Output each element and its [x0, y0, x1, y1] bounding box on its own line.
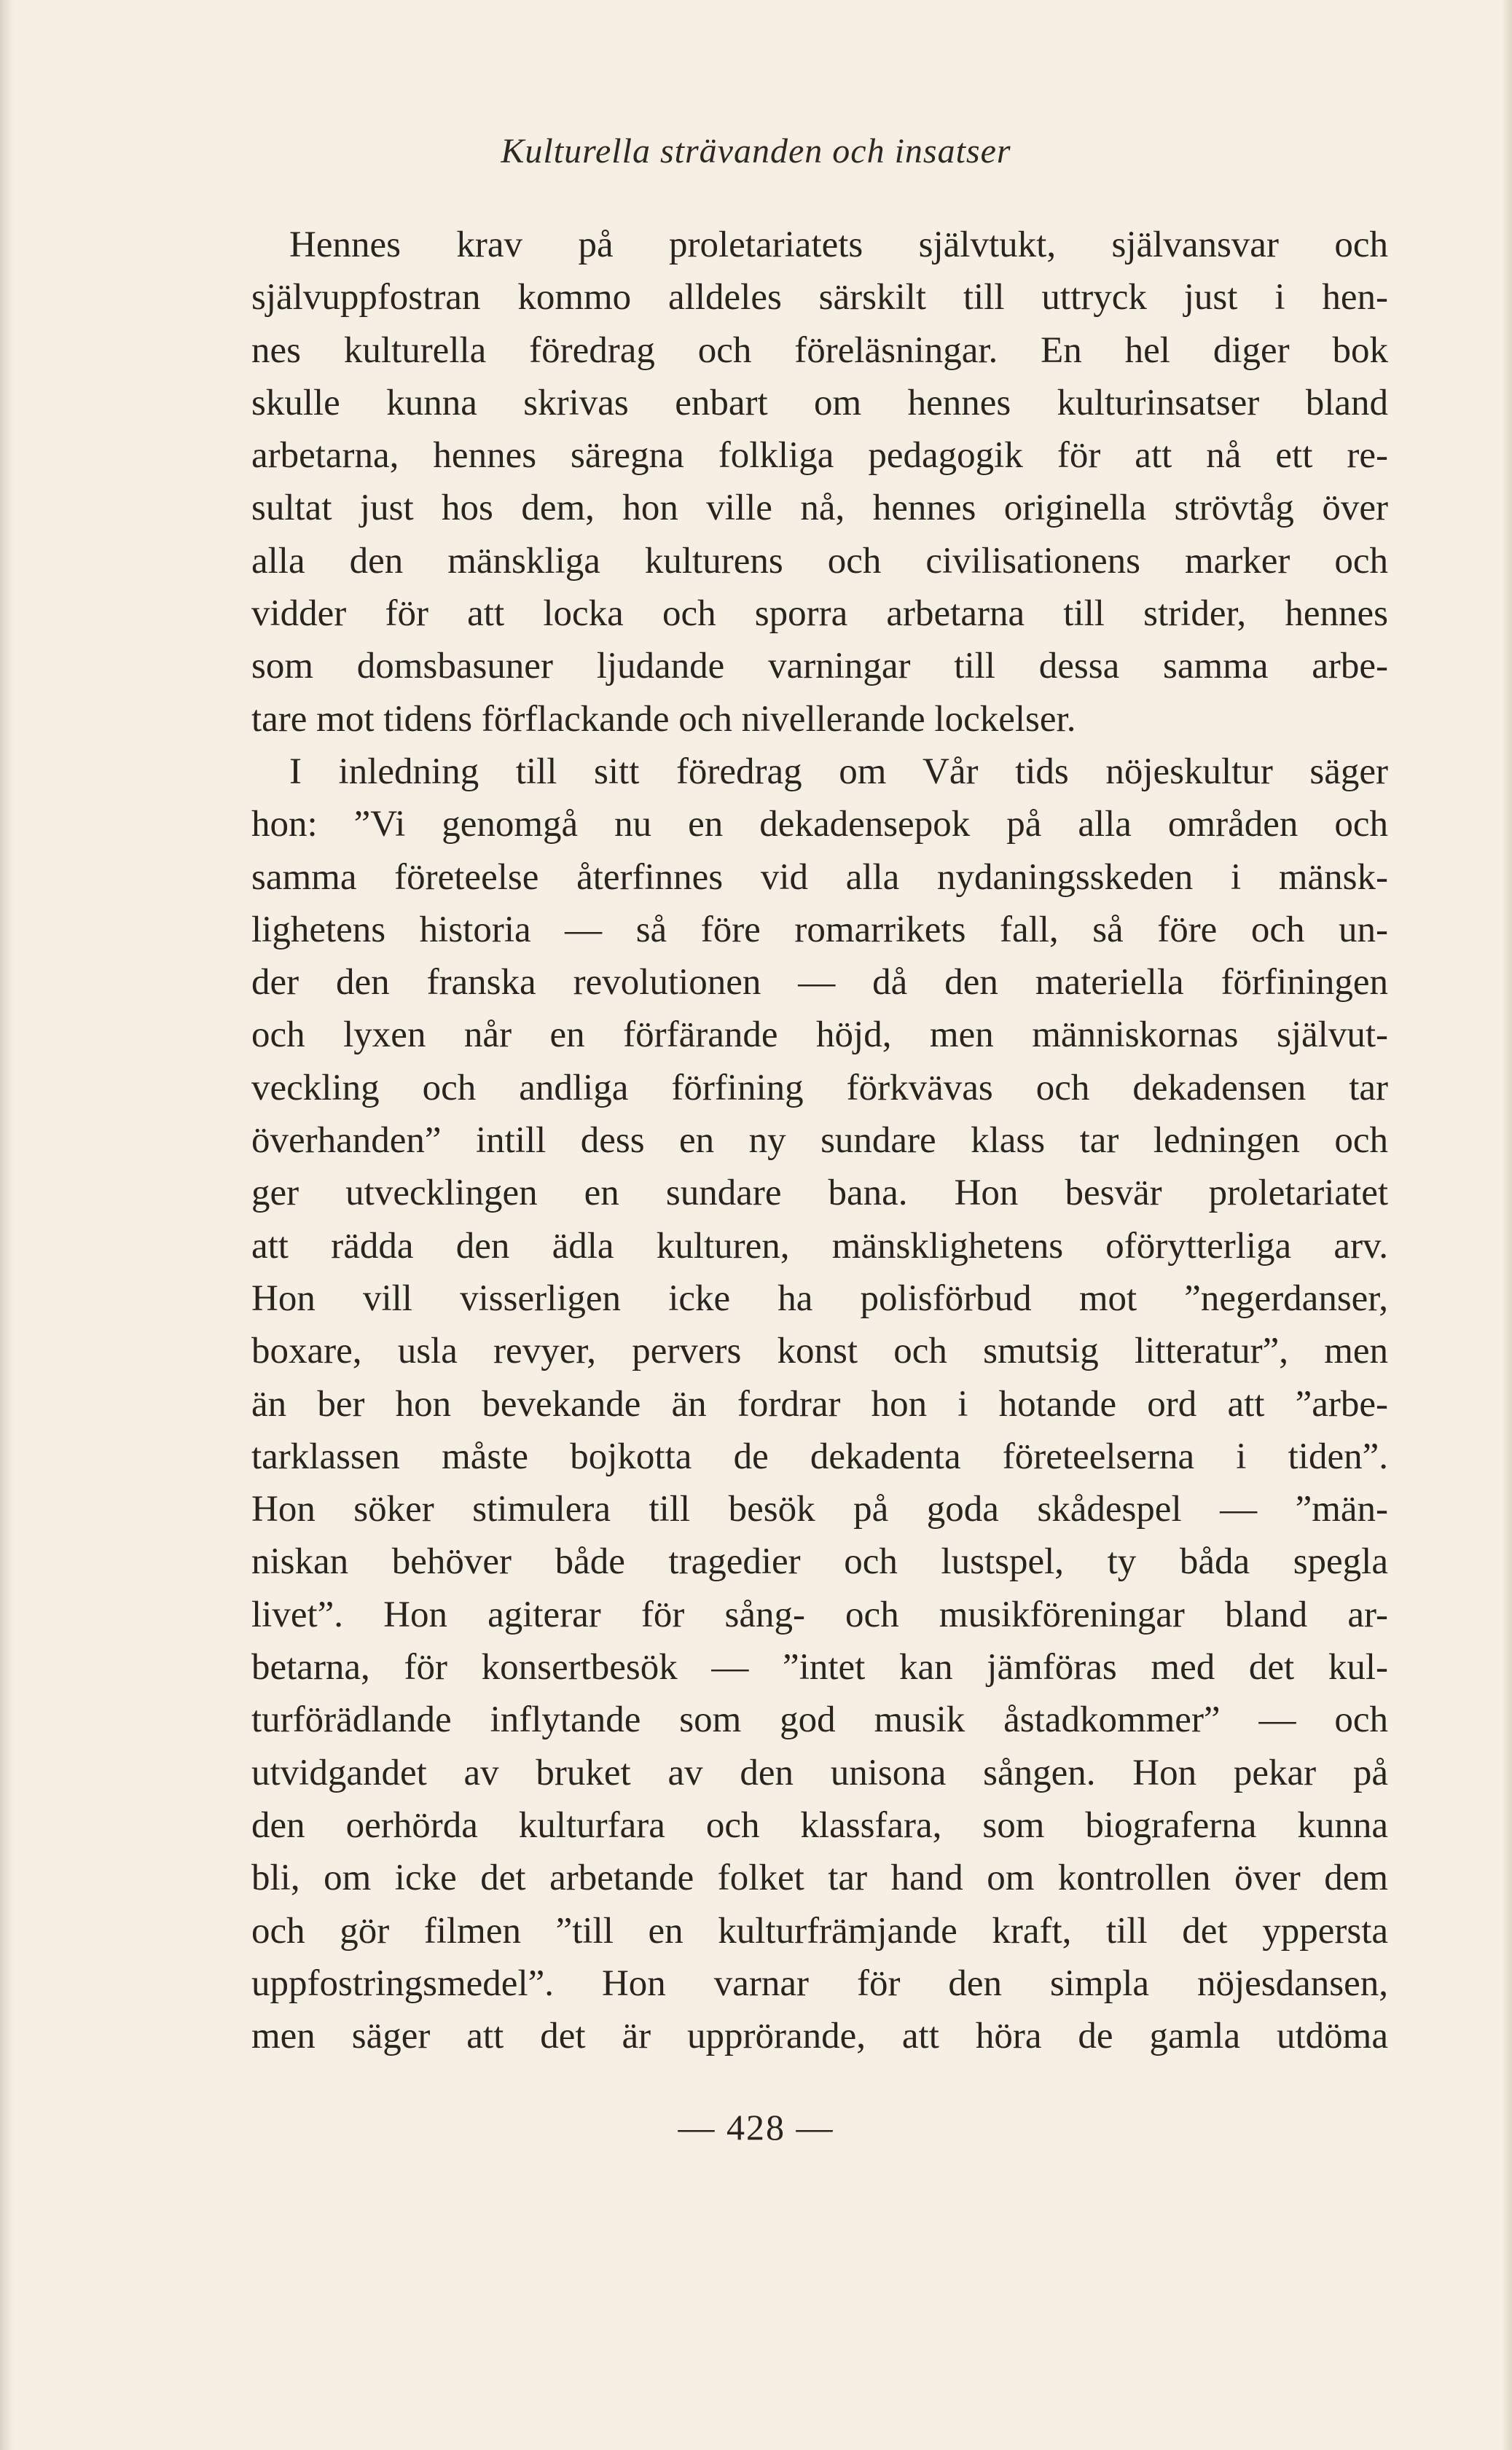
text-line: niskan behöver både tragedier och lustspel, ty båda spegla	[251, 1541, 1388, 1583]
text-line: vidder för att locka och sporra arbetarna till strider, hennes	[251, 593, 1388, 635]
text-line: Hennes krav på proletariatets självtukt, självansvar och	[289, 224, 1388, 265]
text-line: betarna, för konsertbesök — ”intet kan jämföras med det kul-	[251, 1647, 1388, 1688]
text-line: samma företeelse återfinnes vid alla nydaningsskeden i mänsk-	[251, 856, 1388, 898]
text-line: nes kulturella föredrag och föreläsningar. En hel diger bok	[251, 329, 1388, 371]
text-line: I inledning till sitt föredrag om Vår tids nöjeskultur säger	[289, 751, 1388, 792]
page-edge-right	[1502, 0, 1512, 2450]
text-line: lighetens historia — så före romarrikets fall, så före och un-	[251, 909, 1388, 950]
text-line: ger utvecklingen en sundare bana. Hon besvär proletariatet	[251, 1173, 1388, 1214]
text-line: att rädda den ädla kulturen, mänsklighetens oförytterliga arv.	[251, 1225, 1388, 1267]
text-line: der den franska revolutionen — då den materiella förfiningen	[251, 962, 1388, 1003]
page-edge-left	[0, 0, 13, 2450]
text-line: tarklassen måste bojkotta de dekadenta företeelserna i tiden”.	[251, 1436, 1388, 1477]
text-line: Hon söker stimulera till besök på goda skådespel — ”män-	[251, 1489, 1388, 1530]
text-line: och lyxen når en förfärande höjd, men människornas självut-	[251, 1014, 1388, 1056]
text-line: skulle kunna skrivas enbart om hennes kulturinsatser bland	[251, 382, 1388, 423]
text-line: och gör filmen ”till en kulturfrämjande kraft, till det yppersta	[251, 1910, 1388, 1952]
text-line: tare mot tidens förflackande och nivellerande lockelser.	[251, 698, 1076, 740]
text-line: Hon vill visserligen icke ha polisförbud mot ”negerdanser,	[251, 1277, 1388, 1319]
body-text	[251, 219, 1388, 2062]
text-line: alla den mänskliga kulturens och civilisationens marker och	[251, 540, 1388, 582]
text-line: veckling och andliga förfining förkvävas och dekadensen tar	[251, 1067, 1388, 1108]
running-head: Kulturella strävanden och insatser	[501, 132, 1011, 171]
text-line: men säger att det är upprörande, att höra de gamla utdöma	[251, 2016, 1388, 2057]
text-line: turförädlande inflytande som god musik åstadkommer” — och	[251, 1699, 1388, 1741]
text-line: självuppfostran kommo alldeles särskilt till uttryck just i hen-	[251, 277, 1388, 318]
text-line: som domsbasuner ljudande varningar till dessa samma arbe-	[251, 646, 1388, 687]
text-line: bli, om icke det arbetande folket tar hand om kontrollen över dem	[251, 1858, 1388, 1899]
text-line: än ber hon bevekande än fordrar hon i hotande ord att ”arbe-	[251, 1383, 1388, 1425]
text-line: uppfostringsmedel”. Hon varnar för den simpla nöjesdansen,	[251, 1962, 1388, 2004]
text-line: hon: ”Vi genomgå nu en dekadensepok på alla områden och	[251, 804, 1388, 845]
text-line: den oerhörda kulturfara och klassfara, som biograferna kunna	[251, 1804, 1388, 1846]
text-line: arbetarna, hennes säregna folkliga pedagogik för att nå ett re-	[251, 435, 1388, 477]
text-line: livet”. Hon agiterar för sång- och musikföreningar bland ar-	[251, 1594, 1388, 1635]
page-number: — 428 —	[678, 2107, 834, 2148]
text-line: utvidgandet av bruket av den unisona sången. Hon pekar på	[251, 1752, 1388, 1793]
text-line: överhanden” intill dess en ny sundare klass tar ledningen och	[251, 1120, 1388, 1162]
text-line: boxare, usla revyer, pervers konst och smutsig litteratur”, men	[251, 1331, 1388, 1372]
text-line: sultat just hos dem, hon ville nå, hennes originella strövtåg över	[251, 488, 1388, 529]
